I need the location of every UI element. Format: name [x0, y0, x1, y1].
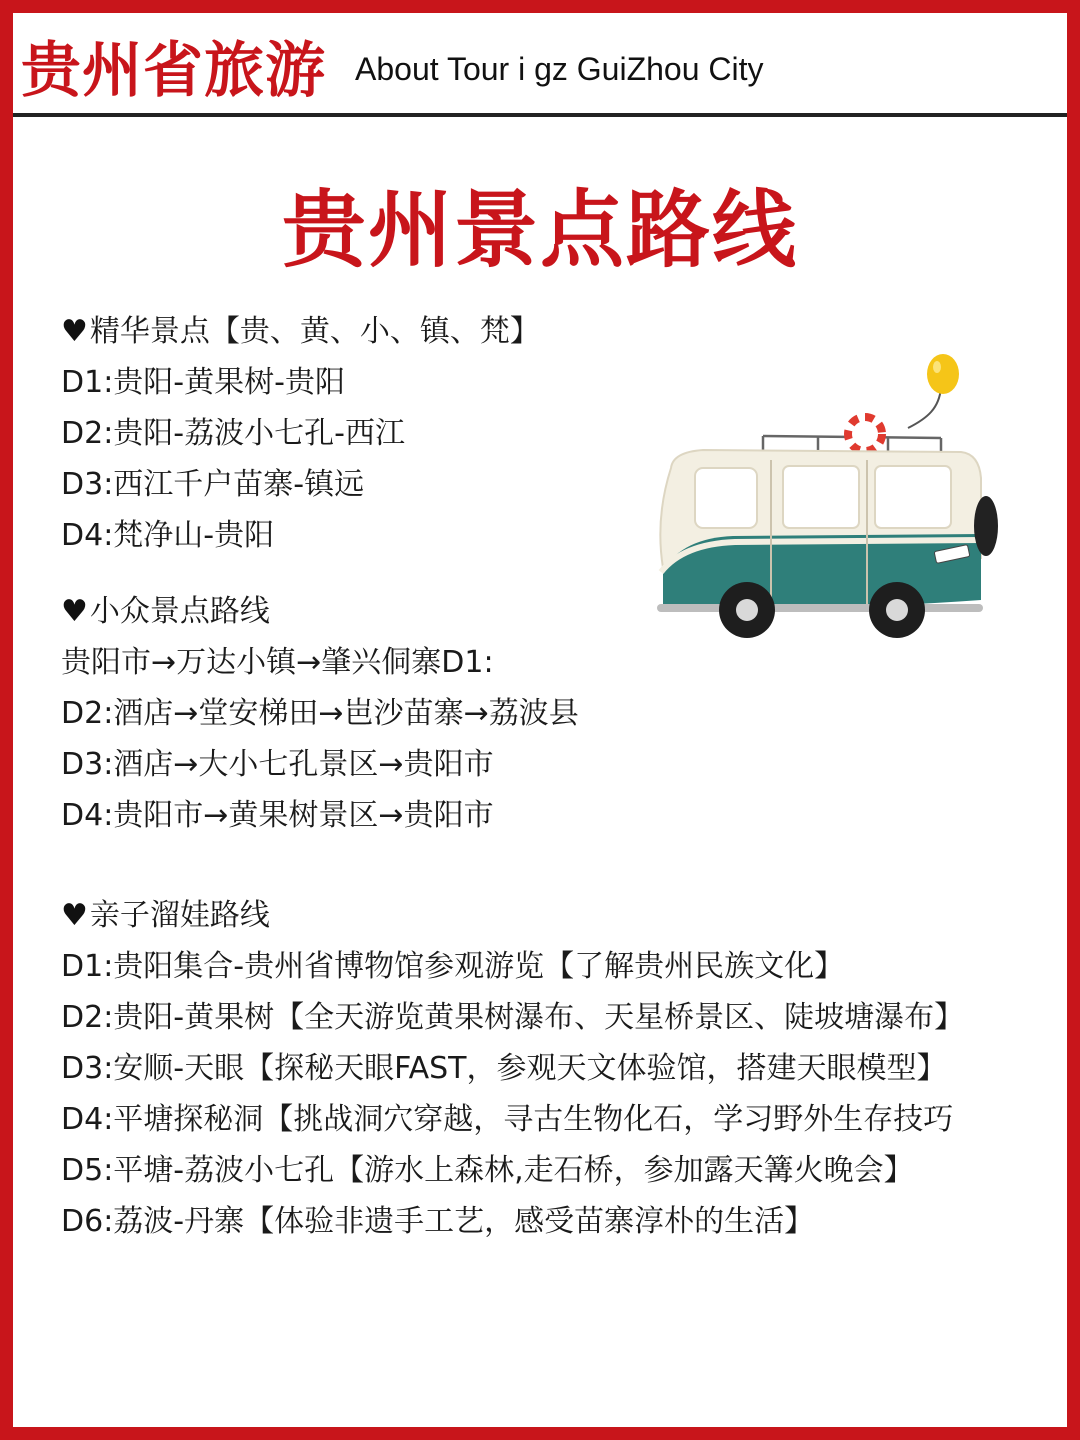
itinerary-line: D4:平塘探秘洞【挑战洞穴穿越，寻古生物化石，学习野外生存技巧 — [61, 1102, 954, 1137]
itinerary-line: D1:贵阳集合-贵州省博物馆参观游览【了解贵州民族文化】 — [61, 949, 845, 984]
brand-title: 贵州省旅游 — [21, 36, 326, 106]
header — [13, 13, 1067, 117]
wheel-front — [719, 582, 775, 638]
section-title — [61, 586, 579, 637]
heart-icon: ♥ — [61, 898, 88, 933]
itinerary-line: D3:安顺-天眼【探秘天眼FAST，参观天文体验馆，搭建天眼模型】 — [61, 1051, 947, 1086]
heart-icon: ♥ — [61, 594, 88, 629]
section-title-text: 亲子溜娃路线 — [89, 898, 270, 933]
itinerary-line: D2:贵阳-黄果树【全天游览黄果树瀑布、天星桥景区、陡坡塘瀑布】 — [61, 1000, 965, 1035]
section-title — [61, 306, 540, 357]
itinerary-line: 贵阳市→万达小镇→肇兴侗寨D1: — [61, 645, 494, 680]
brand-subtitle: About Tour i gz GuiZhou City — [355, 51, 764, 87]
section-title-text: 小众景点路线 — [89, 594, 270, 629]
itinerary-line: D3:西江千户苗寨-镇远 — [61, 467, 365, 502]
section-highlights — [61, 306, 540, 561]
itinerary-line: D3:酒店→大小七孔景区→贵阳市 — [61, 747, 494, 782]
itinerary-line: D6:荔波-丹寨【体验非遗手工艺，感受苗寨淳朴的生活】 — [61, 1204, 815, 1239]
page-title: 贵州景点路线 — [281, 181, 798, 279]
section-title — [61, 890, 996, 941]
itinerary-line: D1:贵阳-黄果树-贵阳 — [61, 365, 345, 400]
wheel-rear — [869, 582, 925, 638]
lifebuoy-icon — [848, 417, 882, 451]
balloon-icon — [908, 354, 959, 428]
section-family — [61, 890, 996, 1247]
itinerary-line: D4:贵阳市→黄果树景区→贵阳市 — [61, 798, 494, 833]
camper-van-illustration — [643, 348, 1003, 648]
itinerary-line: D4:梵净山-贵阳 — [61, 518, 275, 553]
heart-icon: ♥ — [61, 314, 88, 349]
section-niche — [61, 586, 579, 841]
itinerary-line: D2:酒店→堂安梯田→岜沙苗寨→荔波县 — [61, 696, 579, 731]
itinerary-line: D2:贵阳-荔波小七孔-西江 — [61, 416, 405, 451]
page-frame — [13, 13, 1067, 1427]
section-title-text: 精华景点【贵、黄、小、镇、梵】 — [89, 314, 540, 349]
itinerary-line: D5:平塘-荔波小七孔【游水上森林,走石桥，参加露天篝火晚会】 — [61, 1153, 914, 1188]
